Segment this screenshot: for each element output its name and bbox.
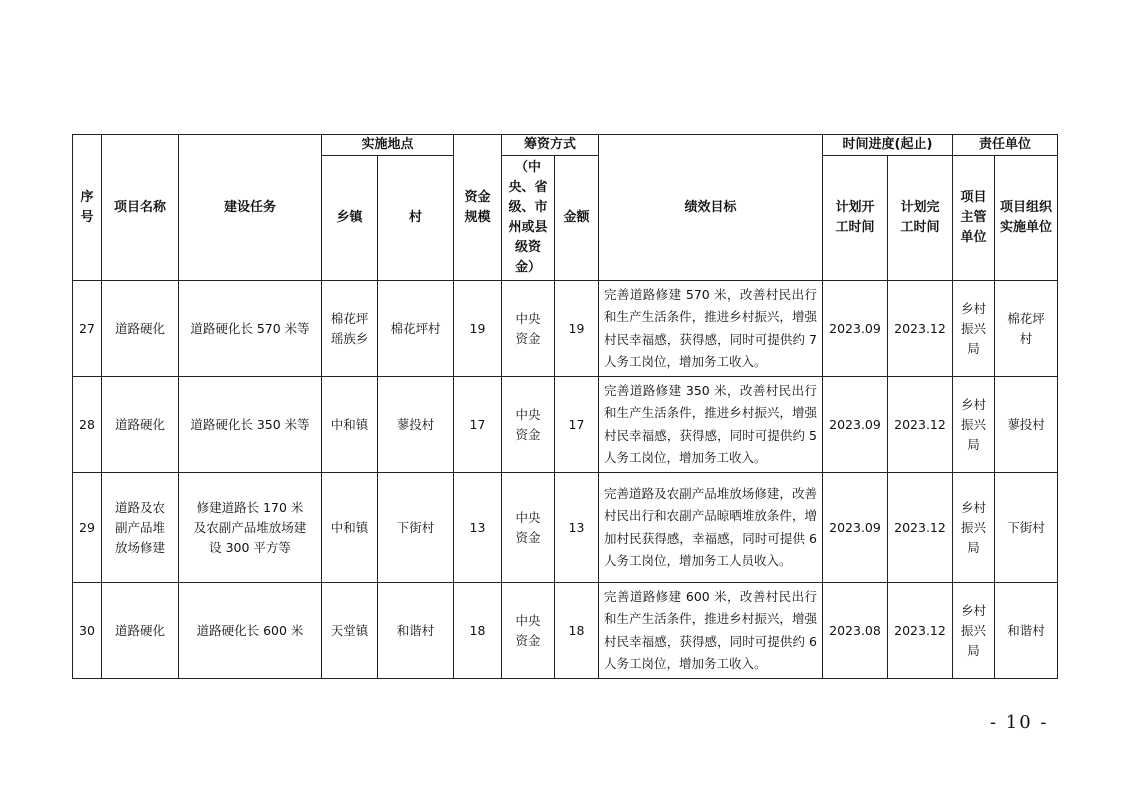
header-location: 实施地点 [322, 135, 454, 156]
cell-seq: 27 [73, 281, 102, 377]
cell-village: 棉花坪村 [378, 281, 454, 377]
cell-end: 2023.12 [888, 473, 953, 583]
cell-dept: 乡村振兴局 [953, 583, 995, 679]
header-seq: 序号 [73, 135, 102, 281]
cell-start: 2023.09 [823, 377, 888, 473]
cell-task: 道路硬化长 570 米等 [179, 281, 322, 377]
cell-village: 蓼投村 [378, 377, 454, 473]
header-org: 项目组织实施单位 [995, 156, 1058, 281]
header-goal: 绩效目标 [599, 135, 823, 281]
cell-name: 道路硬化 [102, 377, 179, 473]
cell-name: 道路硬化 [102, 281, 179, 377]
cell-start: 2023.09 [823, 473, 888, 583]
cell-dept: 乡村振兴局 [953, 281, 995, 377]
header-funding: 筹资方式 [502, 135, 599, 156]
cell-goal: 完善道路修建 570 米，改善村民出行和生产生活条件，推进乡村振兴，增强村民幸福感，获得感，同时可提供约 7 人务工岗位，增加务工收入。 [599, 281, 823, 377]
cell-seq: 30 [73, 583, 102, 679]
header-scale: 资金规模 [454, 135, 502, 281]
cell-dept: 乡村振兴局 [953, 473, 995, 583]
project-table [72, 134, 1058, 679]
header-resp: 责任单位 [953, 135, 1058, 156]
cell-org: 和谐村 [995, 583, 1058, 679]
cell-town: 中和镇 [322, 473, 378, 583]
cell-source: 中央资金 [502, 583, 555, 679]
cell-amount: 18 [555, 583, 599, 679]
header-start: 计划开工时间 [823, 156, 888, 281]
cell-amount: 17 [555, 377, 599, 473]
cell-org: 棉花坪村 [995, 281, 1058, 377]
cell-village: 下街村 [378, 473, 454, 583]
cell-dept: 乡村振兴局 [953, 377, 995, 473]
cell-task: 道路硬化长 350 米等 [179, 377, 322, 473]
header-end: 计划完工时间 [888, 156, 953, 281]
cell-end: 2023.12 [888, 583, 953, 679]
cell-task: 道路硬化长 600 米 [179, 583, 322, 679]
table-row [73, 583, 1058, 679]
cell-org: 下街村 [995, 473, 1058, 583]
cell-amount: 19 [555, 281, 599, 377]
cell-seq: 29 [73, 473, 102, 583]
cell-end: 2023.12 [888, 281, 953, 377]
cell-name: 道路及农副产品堆放场修建 [102, 473, 179, 583]
header-amount: 金额 [555, 156, 599, 281]
cell-task: 修建道路长 170 米及农副产品堆放场建设 300 平方等 [179, 473, 322, 583]
header-row-1 [73, 135, 1058, 156]
cell-name: 道路硬化 [102, 583, 179, 679]
cell-source: 中央资金 [502, 281, 555, 377]
cell-village: 和谐村 [378, 583, 454, 679]
header-source: （中央、省级、市州或县级资金） [502, 156, 555, 281]
header-name: 项目名称 [102, 135, 179, 281]
cell-end: 2023.12 [888, 377, 953, 473]
table-row [73, 281, 1058, 377]
cell-org: 蓼投村 [995, 377, 1058, 473]
table-row [73, 473, 1058, 583]
cell-town: 棉花坪瑶族乡 [322, 281, 378, 377]
cell-source: 中央资金 [502, 377, 555, 473]
header-town: 乡镇 [322, 156, 378, 281]
cell-seq: 28 [73, 377, 102, 473]
cell-scale: 18 [454, 583, 502, 679]
header-village: 村 [378, 156, 454, 281]
page-number: - 10 - [990, 712, 1049, 733]
cell-start: 2023.08 [823, 583, 888, 679]
cell-source: 中央资金 [502, 473, 555, 583]
cell-scale: 17 [454, 377, 502, 473]
header-task: 建设任务 [179, 135, 322, 281]
cell-goal: 完善道路修建 350 米，改善村民出行和生产生活条件，推进乡村振兴，增强村民幸福感，获得感，同时可提供约 5 人务工岗位，增加务工收入。 [599, 377, 823, 473]
header-schedule: 时间进度(起止) [823, 135, 953, 156]
cell-goal: 完善道路修建 600 米，改善村民出行和生产生活条件，推进乡村振兴，增强村民幸福感，获得感，同时可提供约 6 人务工岗位，增加务工收入。 [599, 583, 823, 679]
cell-start: 2023.09 [823, 281, 888, 377]
table-row [73, 377, 1058, 473]
cell-scale: 19 [454, 281, 502, 377]
cell-amount: 13 [555, 473, 599, 583]
cell-town: 中和镇 [322, 377, 378, 473]
header-dept: 项目主管单位 [953, 156, 995, 281]
cell-goal: 完善道路及农副产品堆放场修建，改善村民出行和农副产品晾晒堆放条件，增加村民获得感，幸福感，同时可提供 6 人务工岗位，增加务工人员收入。 [599, 473, 823, 583]
cell-scale: 13 [454, 473, 502, 583]
cell-town: 天堂镇 [322, 583, 378, 679]
